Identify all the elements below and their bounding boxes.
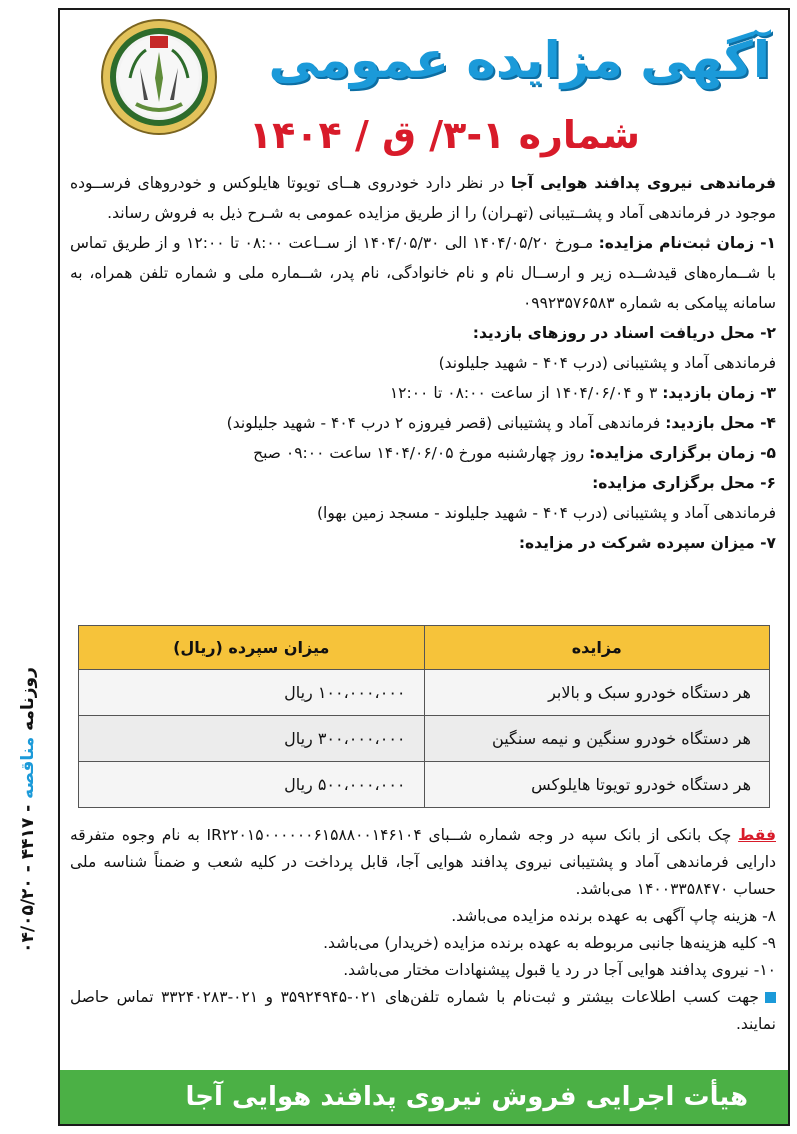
item-8: ۸- هزینه چاپ آگهی به عهده برنده مزایده می‌باشد. bbox=[451, 907, 776, 925]
ad-after-table bbox=[70, 822, 776, 1038]
item-7: ۷- میزان سپرده شرکت در مزایده: bbox=[518, 534, 776, 552]
item-4: ۴- محل بازدید: فرماندهی آماد و پشتیبانی (قصر فیروزه ۲ درب ۴۰۴ - شهید جلیلوند) bbox=[226, 414, 776, 432]
table-header-auction: مزایده bbox=[424, 626, 770, 670]
table-cell-amount: ۳۰۰،۰۰۰،۰۰۰ ریال bbox=[79, 716, 425, 762]
payment-note: فقط چک بانکی از بانک سپه در وجه شماره شــبای IR۲۲۰۱۵۰۰۰۰۰۰۶۱۵۸۸۰۰۱۴۶۱۰۴ به نام وجوه متفرقه دارایی فرماندهی آماد و پشتیبانی نیروی پدافند هوایی آجا، قابل پرداخت در کلیه شعب و ضمناً شناسه ملی حساب ۱۴۰۰۳۳۵۸۴۷۰ می‌باشد. bbox=[70, 826, 776, 898]
bullet-square-icon bbox=[765, 992, 776, 1003]
item-5: ۵- زمان برگزاری مزایده: روز چهارشنبه مورخ ۱۴۰۴/۰۶/۰۵ ساعت ۰۹:۰۰ صبح bbox=[253, 444, 776, 462]
item-2-value: فرماندهی آماد و پشتیبانی (درب ۴۰۴ - شهید جلیلوند) bbox=[438, 354, 776, 372]
ad-number: شماره ۱-۳/ ق / ۱۴۰۴ bbox=[248, 113, 640, 157]
intro-text: در نظر دارد خودروی هــای تویوتا هایلوکس و خودروهای فرســوده موجود در فرماندهی آماد و پشــتیبانی (تهـران) را از طریق مزایده عمومی به شـرح ذیل به فروش رساند. bbox=[70, 174, 776, 222]
table-cell-amount: ۱۰۰،۰۰۰،۰۰۰ ریال bbox=[79, 670, 425, 716]
item-1: ۱- زمان ثبت‌نام مزایده: مـورخ ۱۴۰۴/۰۵/۲۰ الی ۱۴۰۴/۰۵/۳۰ از ســاعت ۰۸:۰۰ تا ۱۲:۰۰ و از طریق تماس با شــماره‌های قیدشــده زیر و ارســال نام و نام خانوادگی، نام پدر، شــماره ملی و شماره تلفن همراه، به سامانه پیامکی به شماره ۰۹۹۲۳۵۷۶۵۸۳ bbox=[70, 234, 776, 312]
ad-title: آگهی مزایده عمومی bbox=[268, 31, 770, 89]
item-6-value: فرماندهی آماد و پشتیبانی (درب ۴۰۴ - شهید جلیلوند - مسجد زمین بهوا) bbox=[317, 504, 776, 522]
table-row bbox=[79, 670, 770, 716]
item-3: ۳- زمان بازدید: ۳ و ۱۴۰۴/۰۶/۰۴ از ساعت ۰۸:۰۰ تا ۱۲:۰۰ bbox=[389, 384, 776, 402]
contact-paragraph bbox=[70, 984, 776, 1038]
table-cell-amount: ۵۰۰،۰۰۰،۰۰۰ ریال bbox=[79, 762, 425, 808]
ad-body bbox=[70, 168, 776, 558]
only-label: فقط bbox=[738, 826, 776, 844]
item-6: ۶- محل برگزاری مزایده: bbox=[592, 474, 776, 492]
table-cell-item: هر دستگاه خودرو سنگین و نیمه سنگین bbox=[424, 716, 770, 762]
issue-info: - ۴۴۱۷ - ۰۴/۰۵/۲۰ bbox=[18, 798, 38, 953]
air-defense-emblem-icon bbox=[100, 18, 218, 136]
footer-banner: هیأت اجرایی فروش نیروی پدافند هوایی آجا bbox=[60, 1070, 788, 1124]
deposit-table bbox=[78, 625, 770, 808]
newspaper-sidebar bbox=[6, 640, 50, 980]
intro-paragraph bbox=[70, 168, 776, 228]
item-2: ۲- محل دریافت اسناد در روزهای بازدید: bbox=[472, 324, 776, 342]
newspaper-brand: مناقصه bbox=[18, 736, 38, 799]
item-10: ۱۰- نیروی پدافند هوایی آجا در رد یا قبول پیشنهادات مختار می‌باشد. bbox=[343, 961, 776, 979]
item-9: ۹- کلیه هزینه‌ها جانبی مربوطه به عهده برنده مزایده (خریدار) می‌باشد. bbox=[323, 934, 776, 952]
table-row bbox=[79, 716, 770, 762]
table-header-deposit: میزان سپرده (ریال) bbox=[79, 626, 425, 670]
org-name: فرماندهی نیروی پدافند هوایی آجا bbox=[510, 174, 776, 192]
table-header-row bbox=[79, 626, 770, 670]
contact-text: جهت کسب اطلاعات بیشتر و ثبت‌نام با شماره تلفن‌های ۰۲۱-۳۵۹۲۴۹۴۵ و ۰۲۱-۳۳۲۴۰۲۸۳ تماس حاصل نمایند. bbox=[70, 988, 776, 1033]
table-row bbox=[79, 762, 770, 808]
newspaper-label: روزنامه bbox=[18, 667, 38, 737]
table-cell-item: هر دستگاه خودرو سبک و بالابر bbox=[424, 670, 770, 716]
table-cell-item: هر دستگاه خودرو تویوتا هایلوکس bbox=[424, 762, 770, 808]
